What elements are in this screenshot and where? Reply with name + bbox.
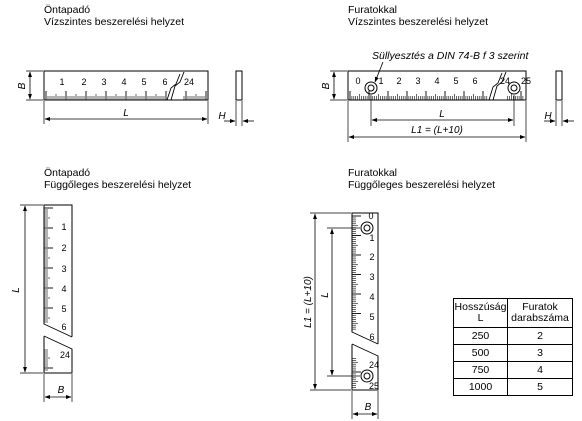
- table-cell-length: 250: [454, 328, 508, 345]
- dim-br-b-label: B: [364, 402, 372, 413]
- br-label-0: 0: [368, 211, 374, 221]
- table-row: [454, 362, 573, 379]
- bl-label-1: 1: [61, 222, 67, 232]
- table-cell-holes: 3: [508, 345, 573, 362]
- dim-tr-h-label: H: [544, 111, 552, 122]
- br-label-1: 1: [369, 233, 375, 243]
- tl-label-24: 24: [183, 77, 195, 87]
- holes-table-header-row: [454, 299, 573, 328]
- bl-label-2: 2: [61, 243, 67, 253]
- panel-tl-title: Öntapadó: [44, 4, 91, 16]
- table-cell-length: 500: [454, 345, 508, 362]
- dim-tr-b: [321, 71, 347, 100]
- dim-br-l-label: L: [320, 292, 331, 298]
- tr-label-5: 5: [453, 76, 459, 86]
- dim-tr-l1: [348, 101, 526, 142]
- tr-label-24: 24: [499, 76, 511, 86]
- dim-tl-l: [44, 101, 208, 124]
- tl-label-1: 1: [59, 77, 65, 87]
- bl-label-4: 4: [61, 284, 67, 294]
- ruler-bl: [43, 205, 73, 373]
- countersink-note: Süllyesztés a DIN 74-B f 3 szerint: [372, 50, 529, 62]
- ruler-tr-ticks: [350, 91, 523, 100]
- table-cell-holes: 4: [508, 362, 573, 379]
- holes-table-header-length: [454, 299, 508, 328]
- panel-tr-title: Furatokkal: [348, 4, 398, 16]
- tr-label-0: 0: [355, 76, 361, 86]
- dim-tr-b-label: B: [321, 82, 332, 90]
- dim-tl-b: [17, 71, 43, 100]
- dim-tl-b-label: B: [17, 82, 28, 90]
- br-label-2: 2: [369, 252, 375, 262]
- panel-br-title: Furatokkal: [348, 167, 398, 179]
- header-length-text: Hosszúság L: [454, 301, 507, 324]
- hole-tr-left: [365, 82, 377, 94]
- tl-label-5: 5: [141, 77, 147, 87]
- table-cell-length: 750: [454, 362, 508, 379]
- dim-bl-l-label: L: [11, 287, 22, 293]
- dim-tl-l-label: L: [123, 108, 129, 119]
- bl-label-5: 5: [61, 304, 67, 314]
- header-holes-text: Furatok darabszáma: [511, 301, 569, 324]
- panel-tr-subtitle: Vízszintes beszerelési helyzet: [348, 16, 489, 28]
- ruler-br-ticks: [352, 216, 361, 388]
- tr-label-1: 1: [378, 76, 384, 86]
- holes-table: [453, 298, 573, 396]
- table-row: [454, 328, 573, 345]
- tl-label-3: 3: [101, 77, 107, 87]
- panel-br-subtitle: Függőleges beszerelési helyzet: [348, 179, 496, 191]
- side-tl: [218, 71, 254, 126]
- dim-bl-b-label: B: [57, 385, 65, 396]
- br-label-24: 24: [368, 360, 380, 370]
- dim-tr-l1-label: L1 = (L+10): [411, 125, 463, 136]
- bl-label-6: 6: [61, 322, 67, 332]
- tr-label-2: 2: [396, 76, 402, 86]
- dim-bl-l: [11, 205, 43, 373]
- table-row: [454, 345, 573, 362]
- panel-bl-subtitle: Függőleges beszerelési helyzet: [44, 179, 192, 191]
- dim-bl-b: [44, 374, 72, 402]
- dim-tr-l-label: L: [439, 109, 445, 120]
- dim-br-l1-label: L1 = (L+10): [303, 276, 314, 328]
- panel-tl-subtitle: Vízszintes beszerelési helyzet: [44, 16, 185, 28]
- dim-br-l1: [303, 213, 351, 390]
- side-tr: [544, 71, 574, 126]
- ruler-tr: [348, 71, 531, 100]
- ruler-tl: [44, 71, 208, 100]
- bl-label-3: 3: [61, 264, 67, 274]
- br-label-25: 25: [368, 381, 380, 391]
- holes-table-header-holes: [508, 299, 573, 328]
- tr-label-25: 25: [520, 76, 532, 86]
- tl-label-6: 6: [162, 77, 168, 87]
- table-row: [454, 379, 573, 396]
- br-label-5: 5: [369, 312, 375, 322]
- ruler-bl-ticks: [44, 208, 53, 370]
- tr-label-4: 4: [434, 76, 440, 86]
- dim-tl-h-label: H: [218, 111, 226, 122]
- panel-bl-title: Öntapadó: [44, 167, 91, 179]
- table-cell-length: 1000: [454, 379, 508, 396]
- table-cell-holes: 2: [508, 328, 573, 345]
- tl-label-4: 4: [121, 77, 127, 87]
- bl-label-24: 24: [59, 350, 71, 360]
- tl-label-2: 2: [81, 77, 87, 87]
- br-label-3: 3: [369, 272, 375, 282]
- ruler-br: [351, 211, 379, 391]
- dim-br-b: [352, 391, 378, 419]
- ruler-tl-ticks: [46, 91, 206, 100]
- br-label-6: 6: [369, 332, 375, 342]
- br-label-4: 4: [369, 292, 375, 302]
- tr-label-3: 3: [415, 76, 421, 86]
- table-cell-holes: 5: [508, 379, 573, 396]
- tr-label-6: 6: [472, 76, 478, 86]
